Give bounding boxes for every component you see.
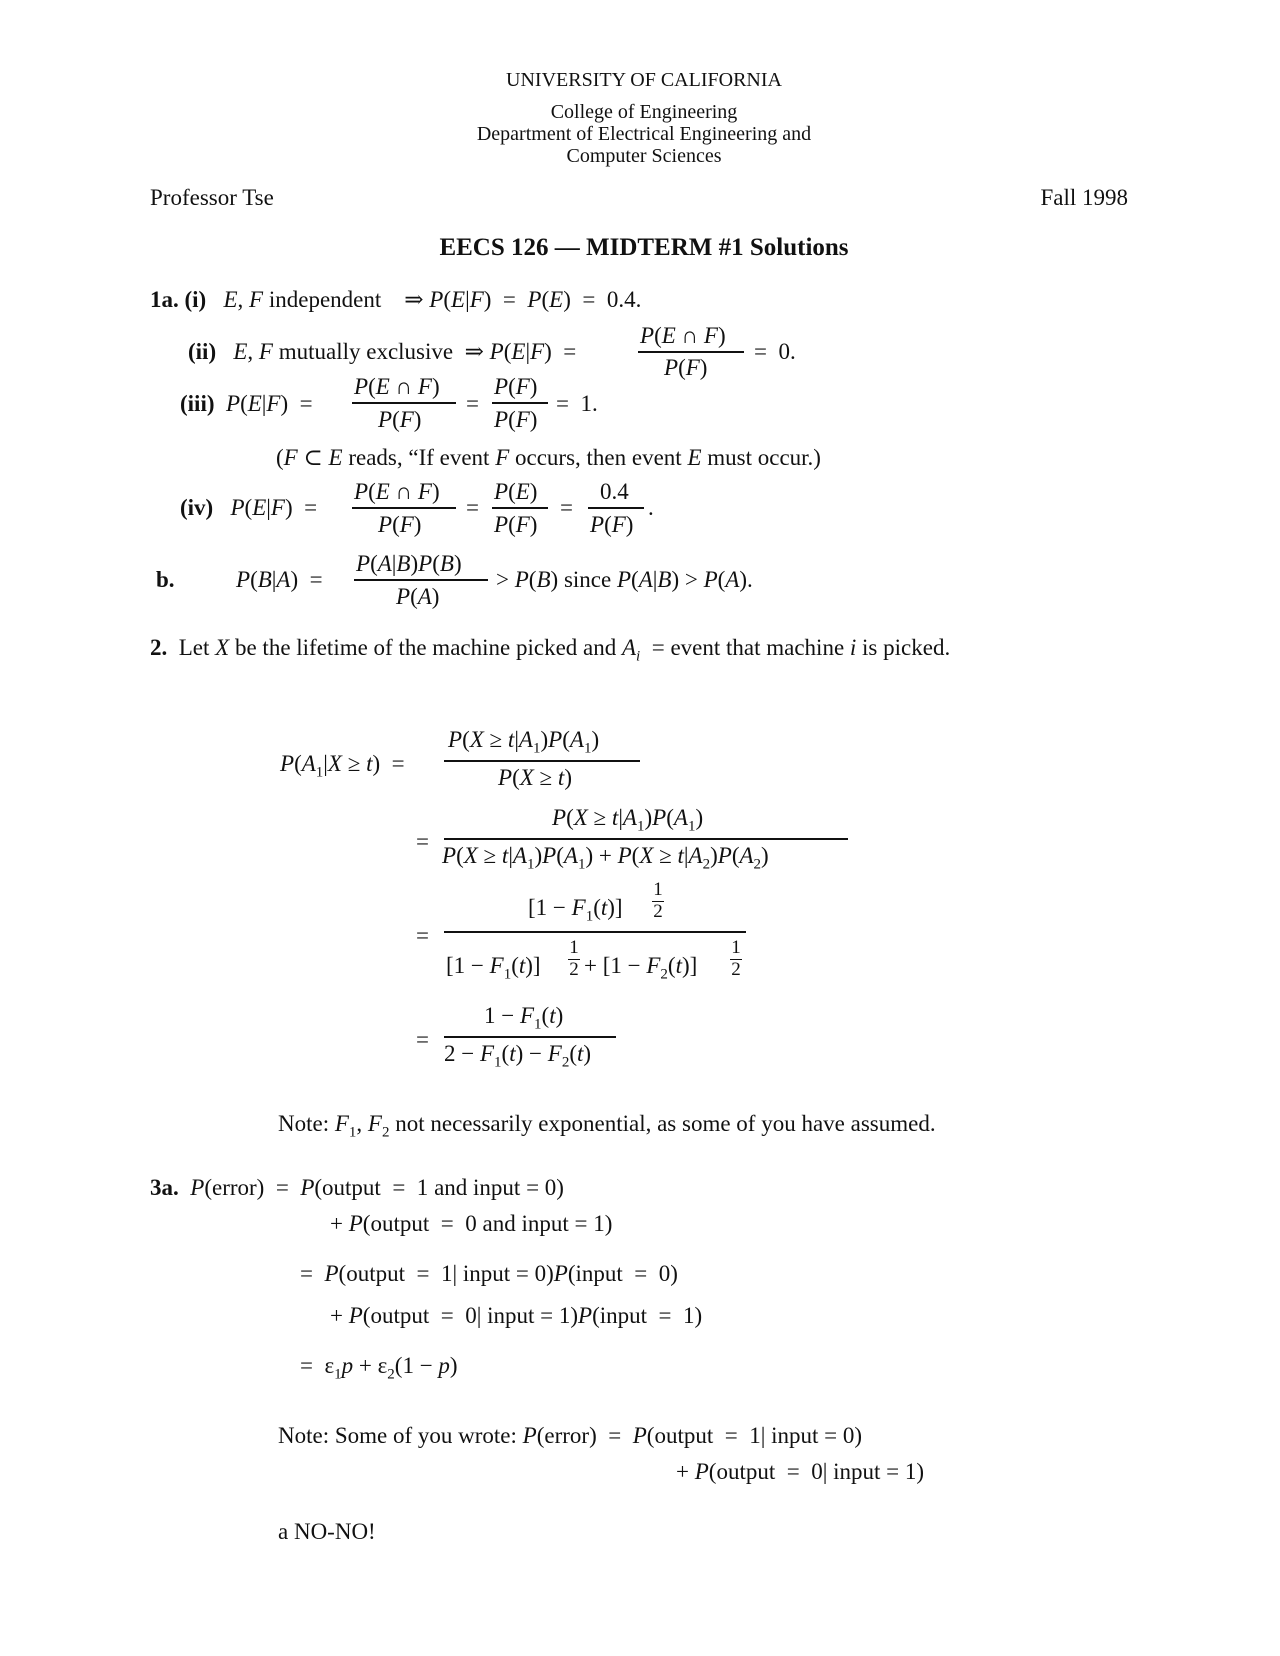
- bayes-4-bar: [444, 1036, 616, 1038]
- fraction-iv-c-numerator: 0.4: [600, 479, 629, 504]
- bayes-4-numerator: $1 - F_1(t)$: [484, 1003, 564, 1033]
- intro-text-4: is picked.: [862, 635, 951, 660]
- fraction-1b-numerator: P(A|B)P(B): [356, 551, 462, 576]
- bayes-1-denominator: P(X ≥ t): [498, 765, 572, 790]
- word-input: input: [521, 1211, 569, 1236]
- value-0: 0: [778, 339, 790, 364]
- intro-text-1: Let: [178, 635, 210, 660]
- bayes-1-numerator: $P(X \ge t|A_1)P(A_1)$: [448, 727, 600, 757]
- bayes-3-denominator-b: + $[1 - F_2(t)]$: [584, 953, 698, 983]
- bayes-2-denominator: $P(X \ge t|A_1)P(A_1) + P(X \ge t|A_2)P(A_2)$: [442, 843, 769, 873]
- professor-name: Professor Tse: [150, 185, 274, 210]
- fraction-ii-bar: [638, 351, 744, 353]
- fraction-iv-b-denominator: P(F): [494, 512, 538, 537]
- fraction-iv-a-numerator: P(E ∩ F): [354, 479, 440, 504]
- result-ii: = 0.: [754, 339, 796, 364]
- bayes-3-bar: [444, 931, 746, 933]
- word-independent: independent: [268, 287, 382, 312]
- bayes-4-denominator: $2 - F_1(t) - F_2(t)$: [444, 1041, 592, 1071]
- fraction-iii-a-denominator: P(F): [378, 407, 422, 432]
- equals-sign: =: [560, 495, 573, 520]
- half-fraction: 1 2: [731, 937, 741, 980]
- fraction-iii-a-bar: [352, 402, 456, 404]
- problem-1a-ii: (ii) E, F mutually exclusive ⇒ P(E|F) =: [188, 339, 577, 364]
- word-input: input: [575, 1261, 623, 1286]
- value-1: 1: [580, 391, 592, 416]
- problem-2-intro: 2. Let X be the lifetime of the machine picked and $A_i$ = event that machine i is picked.: [150, 635, 951, 665]
- fraction-iii-a-numerator: P(E ∩ F): [354, 374, 440, 399]
- bayes-3-numerator: $[1 - F_1(t)]$: [528, 895, 623, 925]
- problem-label-2: 2.: [150, 635, 168, 660]
- problem-1a-iv: (iv) P(E|F) =: [180, 495, 318, 520]
- bayes-2-bar: [444, 838, 848, 840]
- word-output: output: [370, 1211, 430, 1236]
- subset-explanation: (F ⊂ E reads, “If event F occurs, then event E must occur.): [276, 445, 821, 470]
- note-text: not necessarily exponential, as some of you have assumed.: [395, 1111, 936, 1136]
- word-output: output: [322, 1175, 381, 1200]
- problem-3a-note-line-2: + P(output = 0| input = 1): [676, 1459, 924, 1484]
- word-output: output: [654, 1423, 714, 1448]
- word-reads: reads, “If event: [348, 445, 490, 470]
- word-and: and: [482, 1211, 516, 1236]
- fraction-iv-c-denominator: P(F): [590, 512, 634, 537]
- problem-2-note: Note: $F_1$, $F_2$ not necessarily exponential, as some of you have assumed.: [278, 1111, 936, 1141]
- half-fraction: 1 2: [569, 937, 579, 980]
- problem-label-3a: 3a.: [150, 1175, 179, 1200]
- word-input: input: [771, 1423, 819, 1448]
- department-line-2: Computer Sciences: [566, 145, 722, 167]
- problem-1b-rhs: > P(B) since P(A|B) > P(A).: [496, 567, 753, 592]
- page-title: EECS 126 — MIDTERM #1 Solutions: [439, 234, 849, 261]
- problem-3a-line-4: + P(output = 0| input = 1)P(input = 1): [330, 1303, 703, 1328]
- period: .: [648, 495, 654, 520]
- problem-3a-line-2: + P(output = 0 and input = 1): [330, 1211, 613, 1236]
- bayes-3-denominator-a: $[1 - F_1(t)]$: [446, 953, 541, 983]
- equals-sign: =: [416, 923, 429, 948]
- word-output: output: [346, 1261, 405, 1286]
- fraction-ii-denominator: P(F): [664, 355, 708, 380]
- word-output: output: [370, 1303, 430, 1328]
- word-output: output: [716, 1459, 776, 1484]
- equals-sign: =: [416, 1027, 429, 1052]
- fraction-iv-b-bar: [492, 507, 548, 509]
- problem-3a-note-line-1: Note: Some of you wrote: P(error) = P(output = 1| input = 0): [278, 1423, 862, 1448]
- part-label-ii: (ii): [188, 339, 217, 364]
- department-line-1: Department of Electrical Engineering and: [476, 123, 812, 145]
- note-prefix: Note: Some of you wrote:: [278, 1423, 517, 1448]
- word-input: input: [487, 1303, 535, 1328]
- problem-label-1b: b.: [156, 567, 175, 592]
- word-mutually-exclusive: mutually exclusive: [278, 339, 454, 364]
- half-fraction: 1 2: [653, 879, 663, 922]
- bayes-2-numerator: $P(X \ge t|A_1)P(A_1)$: [552, 805, 704, 835]
- word-error: error: [211, 1175, 257, 1200]
- college-name: College of Engineering: [550, 101, 738, 123]
- fraction-iv-a-bar: [352, 507, 456, 509]
- problem-3a-line-5: = $\varepsilon_1p + \varepsilon_2(1 - p)$: [300, 1353, 458, 1383]
- word-input: input: [462, 1261, 511, 1286]
- word-and: and: [434, 1175, 468, 1200]
- intro-text-3: event that machine: [670, 635, 845, 660]
- fraction-ii-numerator: P(E ∩ F): [640, 323, 726, 348]
- no-no-remark: a NO-NO!: [278, 1519, 376, 1544]
- equals-sign: =: [466, 495, 479, 520]
- part-label-iv: (iv): [180, 495, 214, 520]
- intro-text-2: be the lifetime of the machine picked and: [234, 635, 617, 660]
- word-since: since: [563, 567, 612, 592]
- problem-3a-line-3: = P(output = 1| input = 0)P(input = 0): [300, 1261, 678, 1286]
- value-0-4: 0.4: [606, 287, 636, 312]
- part-label-iii: (iii): [180, 391, 215, 416]
- university-name: UNIVERSITY OF CALIFORNIA: [506, 69, 782, 91]
- term: Fall 1998: [1040, 185, 1128, 210]
- problem-1a-iii: (iii) P(E|F) =: [180, 391, 313, 416]
- fraction-iii-b-bar: [492, 402, 548, 404]
- problem-label-1a: 1a.: [150, 287, 179, 312]
- fraction-iv-b-numerator: P(E): [494, 479, 538, 504]
- equals-sign: =: [466, 391, 479, 416]
- fraction-iii-b-denominator: P(F): [494, 407, 538, 432]
- note-prefix: Note:: [278, 1111, 330, 1136]
- problem-1b-lhs: P(B|A) =: [236, 567, 323, 592]
- fraction-iv-c-bar: [588, 507, 644, 509]
- result-iii: = 1.: [556, 391, 598, 416]
- bayes-1-bar: [444, 760, 640, 762]
- fraction-1b-denominator: P(A): [396, 584, 440, 609]
- fraction-iv-a-denominator: P(F): [378, 512, 422, 537]
- word-occurs: occurs, then event: [515, 445, 682, 470]
- problem-1a-i: 1a. (i) E, F independent ⇒ P(E|F) = P(E) = 0.4.: [150, 287, 642, 312]
- word-input: input: [473, 1175, 521, 1200]
- equals-sign: =: [416, 829, 429, 854]
- problem-3a-line-1: 3a. P(error) = P(output = 1 and input = 0): [150, 1175, 564, 1200]
- word-input: input: [599, 1303, 648, 1328]
- word-input: input: [833, 1459, 881, 1484]
- word-must-occur: must occur.): [707, 445, 821, 470]
- bayes-lhs: $P(A_1|X \ge t)$ =: [280, 751, 405, 781]
- fraction-1b-bar: [354, 579, 488, 581]
- fraction-iii-b-numerator: P(F): [494, 374, 538, 399]
- part-label-i: (i): [184, 287, 207, 312]
- word-error: error: [544, 1423, 590, 1448]
